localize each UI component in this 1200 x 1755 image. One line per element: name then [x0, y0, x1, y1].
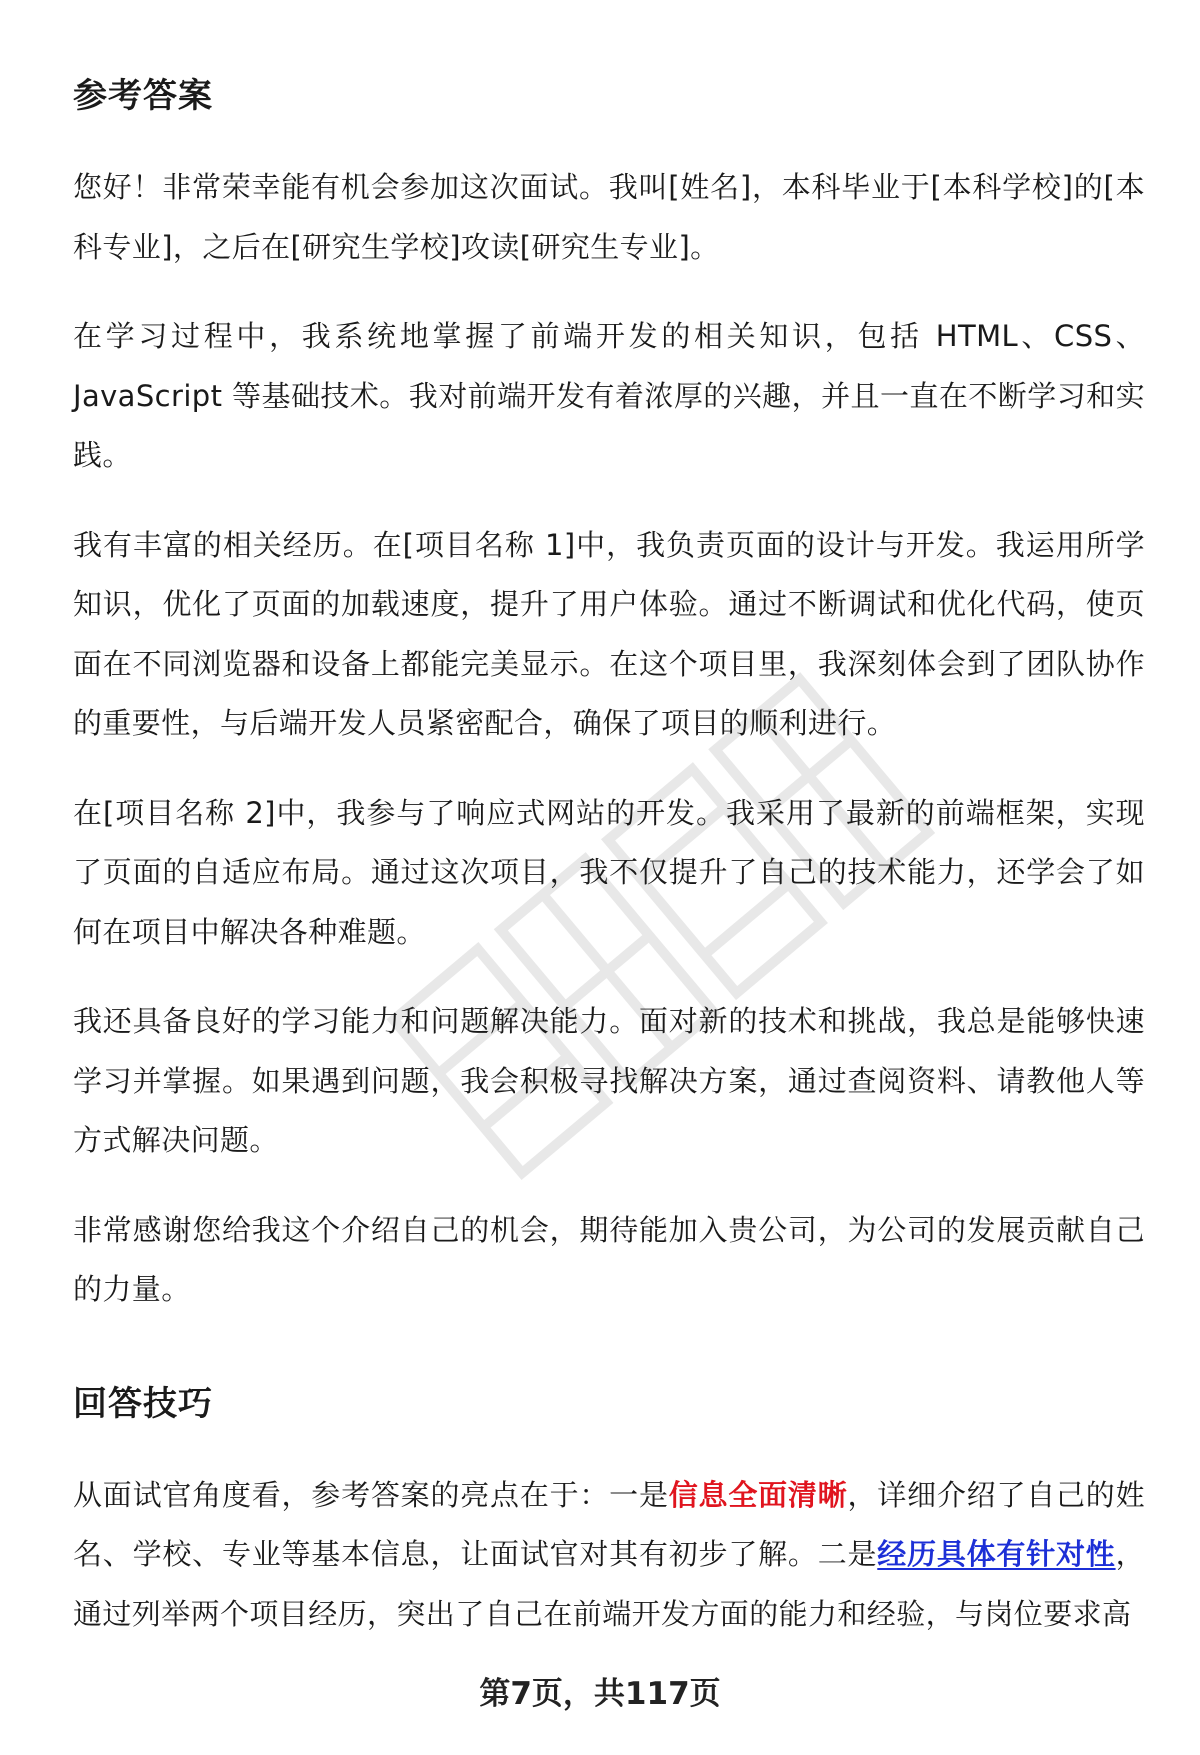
tips-text-part2: ，详细介绍了自己的姓名、学校、专业等基本信息，让面试官对其有初步了解。二是 [73, 1477, 1145, 1571]
document-content [73, 68, 1145, 1674]
page-number-footer: 第7页，共117页 [479, 1676, 721, 1712]
answer-paragraph-6: 非常感谢您给我这个介绍自己的机会，期待能加入贵公司，为公司的发展贡献自己的力量。 [73, 1212, 1145, 1306]
answer-paragraph-5: 我还具备良好的学习能力和问题解决能力。面对新的技术和挑战，我总是能够快速学习并掌握。如果遇到问题，我会积极寻找解决方案，通过查阅资料、请教他人等方式解决问题。 [73, 1004, 1145, 1157]
answer-paragraph-3: 我有丰富的相关经历。在[项目名称 1]中，我负责页面的设计与开发。我运用所学知识，优化了页面的加载速度，提升了用户体验。通过不断调试和优化代码，使页面在不同浏览器和设备上都能完美显示。在这个项目里，我深刻体会到了团队协作的重要性，与后端开发人员紧密配合，确保了项目的顺利进行。 [73, 527, 1145, 740]
answer-paragraph-4: 在[项目名称 2]中，我参与了响应式网站的开发。我采用了最新的前端框架，实现了页面的自适应布局。通过这次项目，我不仅提升了自己的技术能力，还学会了如何在项目中解决各种难题。 [73, 795, 1145, 949]
tips-paragraph [73, 1466, 1145, 1645]
tips-text-part3: ，通过列举两个项目经历，突出了自己在前端开发方面的能力和经验，与岗位要求高 [73, 1537, 1145, 1631]
highlight-info-clear: 信息全面清晰 [668, 1477, 848, 1512]
answer-paragraph-1: 您好！非常荣幸能有机会参加这次面试。我叫[姓名]，本科毕业于[本科学校]的[本科专业]，之后在[研究生学校]攻读[研究生专业]。 [73, 170, 1145, 264]
highlight-experience-specific: 经历具体有针对性 [877, 1537, 1116, 1571]
tips-text-part1: 从面试官角度看，参考答案的亮点在于：一是 [73, 1477, 669, 1512]
section-heading-tips: 回答技巧 [73, 1383, 213, 1424]
section-heading-answer: 参考答案 [73, 76, 213, 116]
answer-paragraph-2: 在学习过程中，我系统地掌握了前端开发的相关知识，包括 HTML、CSS、JavaScript 等基础技术。我对前端开发有着浓厚的兴趣，并且一直在不断学习和实践。 [73, 319, 1145, 472]
